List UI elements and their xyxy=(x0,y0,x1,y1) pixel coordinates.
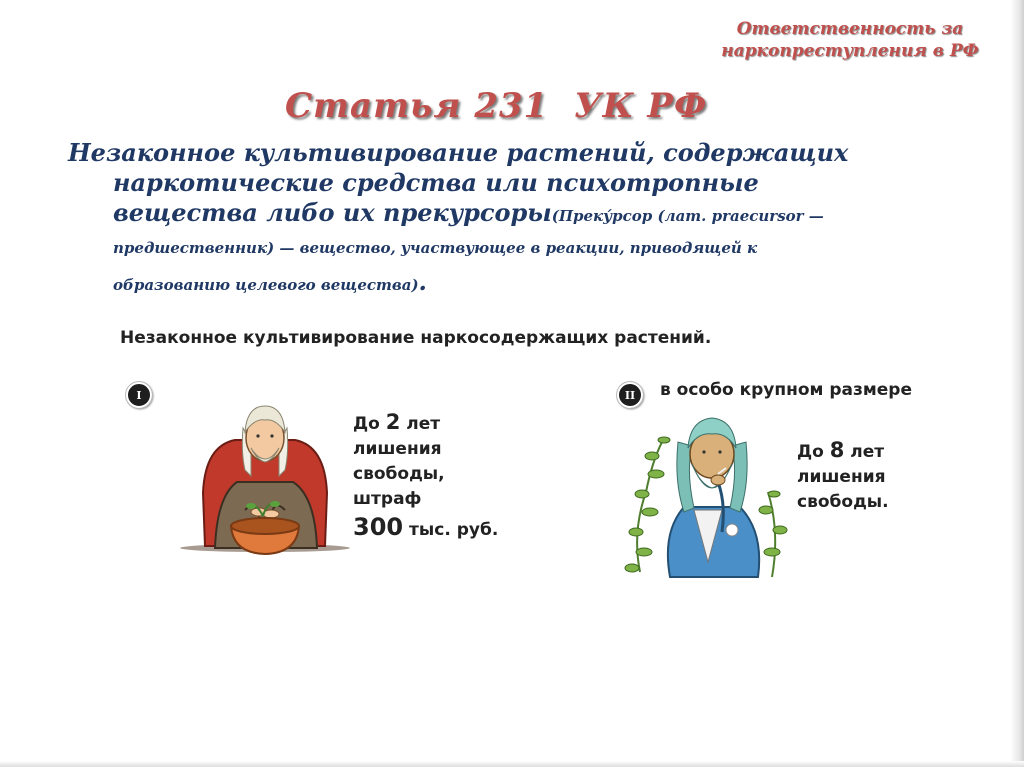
part-one-penalty xyxy=(353,410,498,543)
main-title: Статья 231 УК РФ xyxy=(285,86,708,126)
slide-frame-bottom xyxy=(0,761,1024,767)
corner-title-line2: наркопреступления в РФ xyxy=(721,41,979,61)
description-line1: Незаконное культивирование растений, содержащих xyxy=(68,138,849,167)
part-one-prefix: До xyxy=(353,414,380,434)
part-one-badge: I xyxy=(126,382,152,408)
part-one-unit: лет xyxy=(406,414,441,434)
part-two-badge: II xyxy=(617,382,643,408)
precursor-note-line2: предшественник) — вещество, участвующее в реакции, приводящей к xyxy=(113,239,758,257)
precursor-note-line3-text: образованию целевого вещества) xyxy=(113,276,419,294)
old-man-smoking-with-plants-illustration xyxy=(622,412,794,582)
part-two-unit: лет xyxy=(850,442,885,462)
precursor-note-part1: (Преку́рсор (лат. praecursor — xyxy=(551,207,824,225)
precursor-note-line3 xyxy=(68,265,968,302)
part-one-fine-amount: 300 xyxy=(353,513,404,541)
corner-title-line1: Ответственность за xyxy=(736,19,964,39)
large-scale-label: в особо крупном размере xyxy=(660,380,912,400)
part-one-line2: лишения xyxy=(353,439,442,459)
man-with-plant-pot-illustration xyxy=(175,398,355,558)
part-one-term-row xyxy=(353,410,498,437)
description-line2: наркотические средства или психотропные xyxy=(113,168,759,197)
article-description xyxy=(68,138,968,302)
part-one-line3: свободы, xyxy=(353,464,445,484)
part-two-prefix: До xyxy=(797,442,824,462)
part-two-penalty xyxy=(797,438,889,515)
part-two-term-row xyxy=(797,438,889,465)
part-one-line4: штраф xyxy=(353,489,422,509)
slide-frame-right xyxy=(1010,0,1024,767)
part-one-fine-row xyxy=(353,515,498,543)
description-period: . xyxy=(418,267,427,296)
part-one-years: 2 xyxy=(385,410,401,434)
part-two-years: 8 xyxy=(829,438,845,462)
description-line3-main: вещества либо их прекурсоры xyxy=(113,198,552,227)
part-one-fine-unit: тыс. руб. xyxy=(409,520,499,540)
part-two-line2: лишения xyxy=(797,467,886,487)
offense-subtitle: Незаконное культивирование наркосодержащих растений. xyxy=(120,328,712,348)
part-two-line3: свободы. xyxy=(797,492,889,512)
corner-title xyxy=(700,18,1000,62)
description-line3 xyxy=(68,198,968,231)
